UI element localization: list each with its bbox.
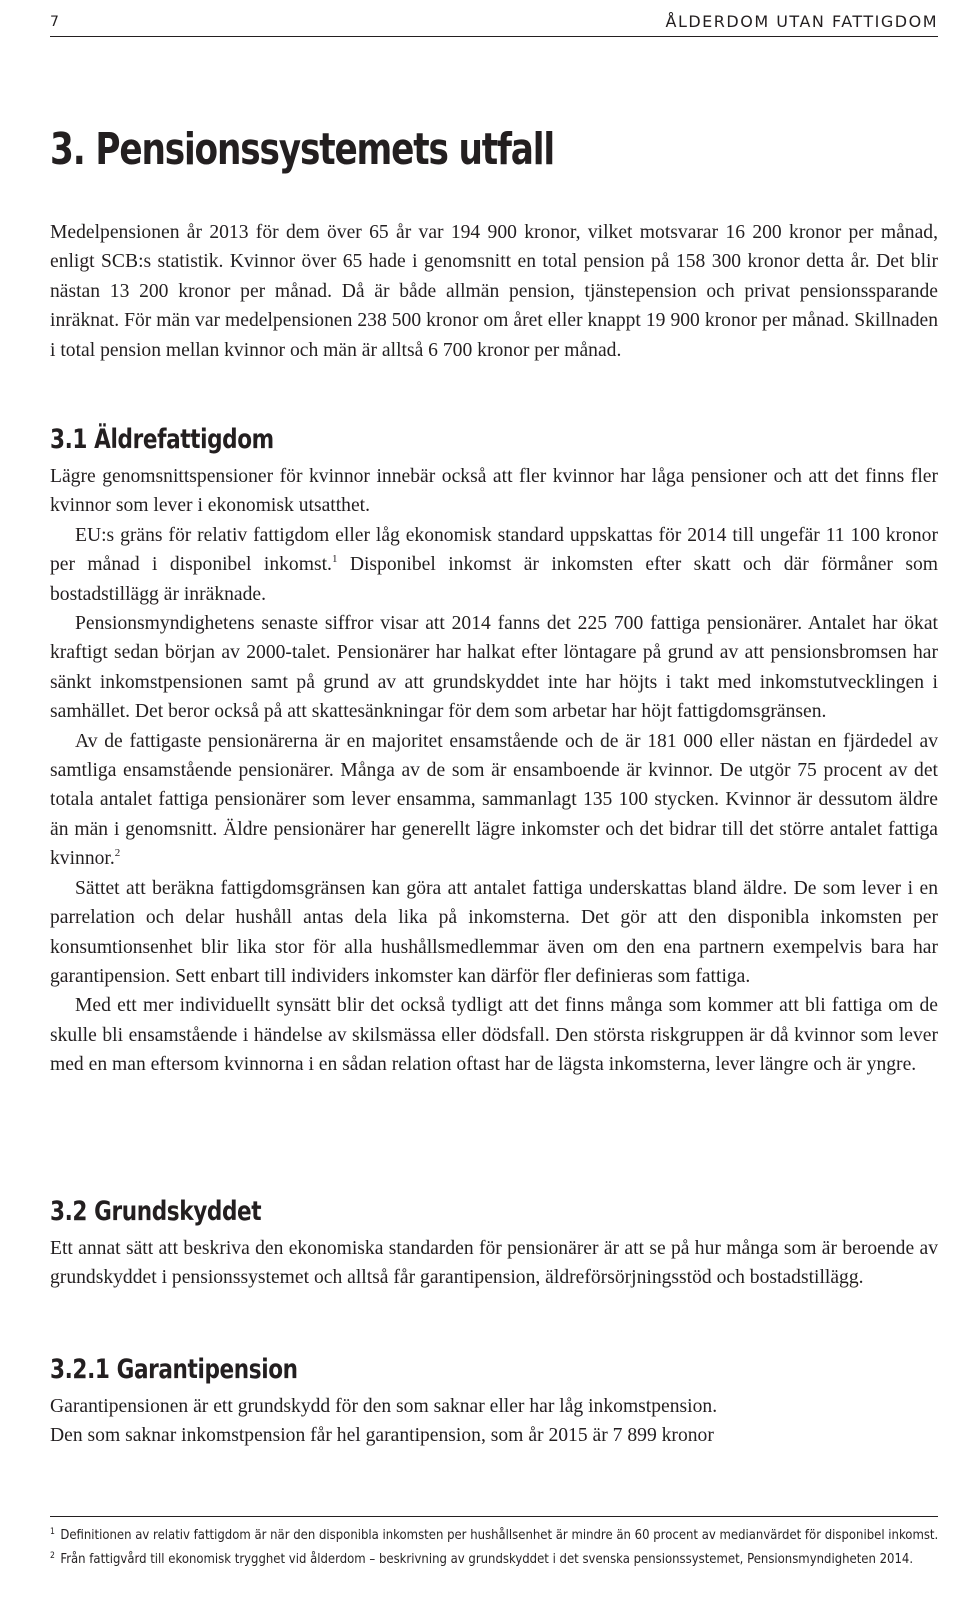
paragraph: Garantipensionen är ett grundskydd för den som saknar eller har låg inkomstpension. — [50, 1396, 718, 1417]
paragraph: Pensionsmyndighetens senaste siffror visar att 2014 fanns det 225 700 fattiga pensionärer. Antalet har ökat kraftigt sedan början av 2000-talet. Pensionärer har halkat efter löntagare på grund av att pensionsbromsen har sänkt inkomstpensionen samt på grund av att grundskyddet inte har höjts i takt med inkomstutvecklingen i samhället. Det beror också på att skattesänkningar för dem som arbetar har höjt fattigdomsgränsen. — [50, 613, 938, 723]
section-3-1-body — [50, 462, 938, 1080]
running-header — [50, 6, 938, 37]
intro-text-1: Medelpensionen år 2013 för dem över 65 år var 194 900 kronor, vilket motsvarar 16 200 kronor per månad, enligt SCB:s statistik. Kvinnor över 65 hade i genomsnitt en total pension på 158 300 kronor detta år. Det blir nästan 13 200 kronor per månad. — [50, 222, 938, 302]
section-3-2-1-body — [50, 1392, 938, 1451]
intro-text-2: Då är både allmän pension, tjänstepension och privat pensionssparande inräknat. För män var medelpensionen 238 500 kronor om året eller knappt 19 900 kronor per månad. Skillnaden i total pension mellan kvinnor och män är alltså 6 700 kronor per månad. — [50, 280, 938, 361]
chapter-title: 3. Pensionssystemets utfall — [50, 124, 554, 175]
footnote-text: Definitionen av relativ fattigdom är när den disponibla inkomsten per hushållsenhet är mindre än 60 procent av medianvärdet för disponibel inkomst. — [60, 1527, 939, 1543]
page-number: 7 — [50, 14, 59, 30]
paragraph — [50, 727, 938, 874]
section-3-2-body — [50, 1234, 938, 1293]
footnotes — [50, 1523, 938, 1571]
footnote-number: 2 — [50, 1551, 55, 1561]
footnote-ref: 2 — [114, 847, 121, 860]
paragraph — [50, 521, 938, 609]
paragraph: Med ett mer individuellt synsätt blir det också tydligt att det finns många som kommer att bli fattiga om de skulle bli ensamstående i händelse av skilsmässa eller dödsfall. Den största riskgruppen är då kvinnor som lever med en man eftersom kvinnorna i en sådan relation oftast har de lägsta inkomsterna, lever längre och är yngre. — [50, 995, 938, 1076]
section-heading-3-1: 3.1 Äldrefattigdom — [50, 424, 274, 455]
footnote-text: Från fattigvård till ekonomisk trygghet vid ålderdom – beskrivning av grundskyddet i det svenska pensionssystemet, Pensionsmyndigheten 2014. — [60, 1551, 914, 1567]
section-3-1 — [50, 424, 938, 455]
section-heading-3-2: 3.2 Grundskyddet — [50, 1196, 262, 1227]
paragraph: Den som saknar inkomstpension får hel garantipension, som år 2015 är 7 899 kronor — [50, 1425, 714, 1447]
paragraph: Sättet att beräkna fattigdomsgränsen kan göra att antalet fattiga underskattas bland äldre. De som lever i en parrelation och delar hushåll antas dela lika på inkomsterna. Det gör att den disponibla inkomsten per konsumtionsenhet blir lika stor för alla hushållsmedlemmar även om den ena partnern exempelvis bara har garantipension. Sett enbart till individers inkomster kan därför fler definieras som fattiga. — [50, 877, 938, 987]
paragraph-text: EU:s gräns för relativ fattigdom eller låg ekonomisk standard uppskattas för 2014 till ungefär 11 100 kronor per månad i disponibel inkomst. — [50, 524, 938, 576]
section-3-2 — [50, 1196, 938, 1227]
paragraph: Ett annat sätt att beskriva den ekonomiska standarden för pensionärer är att se på hur många som är beroende av grundskyddet i pensionssystemet och alltså får garantipension, äldreförsörjningsstöd och bostadstillägg. — [50, 1238, 938, 1289]
section-3-2-1 — [50, 1354, 938, 1385]
running-title: ÅLDERDOM UTAN FATTIGDOM — [665, 12, 938, 31]
paragraph: Lägre genomsnittspensioner för kvinnor innebär också att fler kvinnor har låga pensioner och att det finns fler kvinnor som lever i ekonomisk utsatthet. — [50, 466, 938, 517]
paragraph-text: Av de fattigaste pensionärerna är en majoritet ensamstående och de är 181 000 eller nästan en fjärdedel av samtliga ensamstående pensionärer. Många av de som är ensamboende är kvinnor. De utgör 75 procent av det totala antalet fattiga pensionärer som lever ensamma, sammanlagt 135 100 stycken. Kvinnor är dessutom äldre än män i genomsnitt. Äldre pensionärer har generellt lägre inkomster och det bidrar till det större antalet fattiga kvinnor. — [50, 730, 938, 870]
intro-paragraph — [50, 218, 938, 365]
footnote-number: 1 — [50, 1527, 55, 1537]
footnote-divider — [50, 1516, 938, 1517]
footnote-1 — [50, 1523, 939, 1547]
footnote-2 — [50, 1547, 914, 1571]
section-heading-3-2-1: 3.2.1 Garantipension — [50, 1354, 298, 1385]
paragraph-text: Disponibel inkomst är inkomsten efter skatt och där förmåner som bostadstillägg är inräknade. — [50, 554, 938, 605]
footnote-ref: 1 — [331, 553, 338, 566]
